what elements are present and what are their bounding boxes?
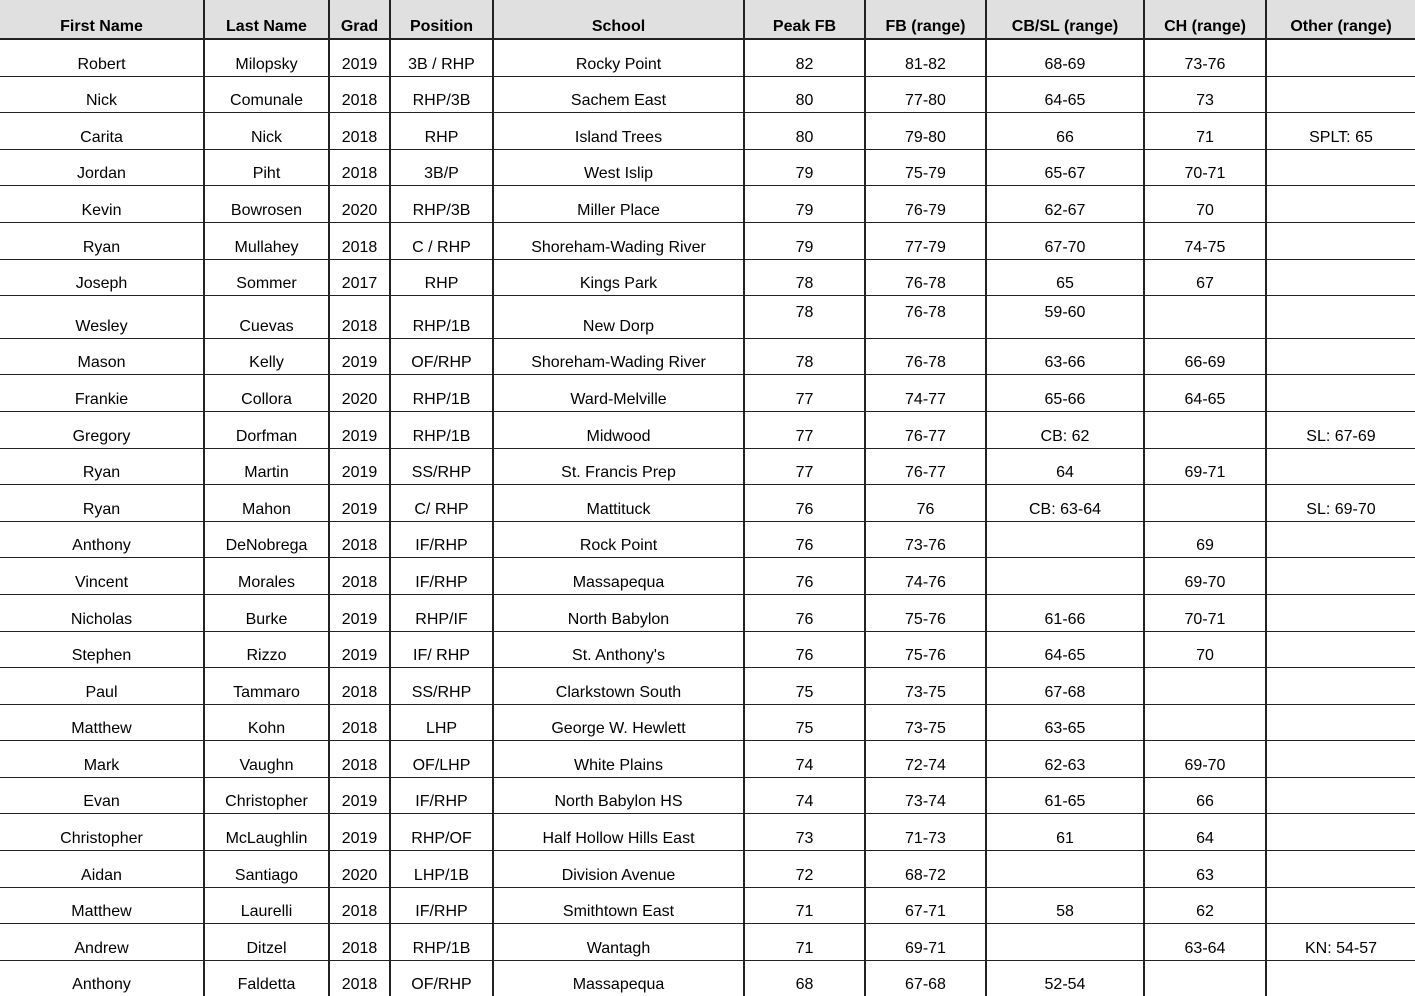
ch-range-cell[interactable]: 63 (1144, 851, 1266, 888)
ch-range-cell[interactable]: 70-71 (1144, 149, 1266, 186)
table-row (0, 668, 1415, 705)
other-range-cell[interactable] (1266, 375, 1415, 412)
fb-range-cell[interactable]: 74-77 (865, 375, 986, 412)
peak-fb-cell[interactable]: 76 (744, 485, 865, 522)
first-name-cell[interactable]: Ryan (0, 222, 204, 259)
other-range-cell[interactable] (1266, 338, 1415, 375)
last-name-cell[interactable]: Dorfman (204, 411, 329, 448)
grad-cell[interactable]: 2018 (329, 76, 390, 113)
fb-range-cell[interactable]: 68-72 (865, 851, 986, 888)
other-range-cell[interactable] (1266, 558, 1415, 595)
position-cell[interactable]: C / RHP (390, 222, 493, 259)
ch-range-cell[interactable]: 64-65 (1144, 375, 1266, 412)
school-cell[interactable]: Massapequa (493, 558, 744, 595)
table-row (0, 960, 1415, 996)
position-cell[interactable]: IF/RHP (390, 521, 493, 558)
last-name-cell[interactable]: Christopher (204, 777, 329, 814)
school-cell[interactable]: Island Trees (493, 113, 744, 150)
peak-fb-cell[interactable]: 79 (744, 186, 865, 223)
last-name-cell[interactable]: Faldetta (204, 960, 329, 996)
position-cell[interactable]: OF/RHP (390, 338, 493, 375)
first-name-cell[interactable]: Nick (0, 76, 204, 113)
cb-sl-range-cell[interactable]: 61 (986, 814, 1144, 851)
last-name-cell[interactable]: Cuevas (204, 296, 329, 339)
last-name-cell[interactable]: Laurelli (204, 887, 329, 924)
position-cell[interactable]: RHP/IF (390, 594, 493, 631)
table-row (0, 222, 1415, 259)
position-cell[interactable]: RHP/1B (390, 375, 493, 412)
table-row (0, 887, 1415, 924)
cb-sl-range-cell[interactable]: 67-70 (986, 222, 1144, 259)
last-name-cell[interactable]: Kelly (204, 338, 329, 375)
grad-cell[interactable]: 2019 (329, 448, 390, 485)
school-cell[interactable]: Kings Park (493, 259, 744, 296)
cb-sl-range-cell[interactable]: 66 (986, 113, 1144, 150)
ch-range-cell[interactable] (1144, 960, 1266, 996)
ch-range-cell[interactable]: 70 (1144, 631, 1266, 668)
first-name-cell[interactable]: Ryan (0, 485, 204, 522)
ch-range-cell[interactable] (1144, 411, 1266, 448)
peak-fb-cell[interactable]: 77 (744, 375, 865, 412)
other-range-cell[interactable]: SL: 67-69 (1266, 411, 1415, 448)
other-range-cell[interactable] (1266, 186, 1415, 223)
header-ch-range[interactable]: CH (range) (1144, 0, 1266, 39)
school-cell[interactable]: Massapequa (493, 960, 744, 996)
cb-sl-range-cell[interactable]: 67-68 (986, 668, 1144, 705)
other-range-cell[interactable] (1266, 668, 1415, 705)
school-cell[interactable]: Clarkstown South (493, 668, 744, 705)
ch-range-cell[interactable]: 69-70 (1144, 558, 1266, 595)
first-name-cell[interactable]: Frankie (0, 375, 204, 412)
position-cell[interactable]: IF/ RHP (390, 631, 493, 668)
last-name-cell[interactable]: Bowrosen (204, 186, 329, 223)
grad-cell[interactable]: 2019 (329, 814, 390, 851)
peak-fb-cell[interactable]: 68 (744, 960, 865, 996)
header-position[interactable]: Position (390, 0, 493, 39)
position-cell[interactable]: RHP/1B (390, 296, 493, 339)
grad-cell[interactable]: 2019 (329, 631, 390, 668)
position-cell[interactable]: OF/LHP (390, 741, 493, 778)
table-row (0, 631, 1415, 668)
ch-range-cell[interactable] (1144, 296, 1266, 339)
fb-range-cell[interactable]: 75-79 (865, 149, 986, 186)
school-cell[interactable]: Wantagh (493, 924, 744, 961)
first-name-cell[interactable]: Ryan (0, 448, 204, 485)
cb-sl-range-cell[interactable]: 63-66 (986, 338, 1144, 375)
peak-fb-cell[interactable]: 76 (744, 594, 865, 631)
first-name-cell[interactable]: Stephen (0, 631, 204, 668)
fb-range-cell[interactable]: 73-76 (865, 521, 986, 558)
grad-cell[interactable]: 2018 (329, 113, 390, 150)
other-range-cell[interactable] (1266, 149, 1415, 186)
ch-range-cell[interactable] (1144, 668, 1266, 705)
position-cell[interactable]: IF/RHP (390, 558, 493, 595)
fb-range-cell[interactable]: 71-73 (865, 814, 986, 851)
peak-fb-cell[interactable]: 71 (744, 887, 865, 924)
table-row (0, 76, 1415, 113)
table-row (0, 485, 1415, 522)
table-row (0, 113, 1415, 150)
school-cell[interactable]: Ward-Melville (493, 375, 744, 412)
grad-cell[interactable]: 2018 (329, 741, 390, 778)
first-name-cell[interactable]: Matthew (0, 887, 204, 924)
table-row (0, 296, 1415, 339)
table-body (0, 39, 1415, 996)
other-range-cell[interactable] (1266, 631, 1415, 668)
position-cell[interactable]: IF/RHP (390, 887, 493, 924)
position-cell[interactable]: RHP/1B (390, 924, 493, 961)
first-name-cell[interactable]: Mason (0, 338, 204, 375)
other-range-cell[interactable] (1266, 887, 1415, 924)
grad-cell[interactable]: 2019 (329, 777, 390, 814)
school-cell[interactable]: Shoreham-Wading River (493, 222, 744, 259)
header-fb-range[interactable]: FB (range) (865, 0, 986, 39)
cb-sl-range-cell[interactable]: 62-63 (986, 741, 1144, 778)
ch-range-cell[interactable] (1144, 704, 1266, 741)
school-cell[interactable]: White Plains (493, 741, 744, 778)
fb-range-cell[interactable]: 76-77 (865, 448, 986, 485)
school-cell[interactable]: St. Anthony's (493, 631, 744, 668)
fb-range-cell[interactable]: 77-79 (865, 222, 986, 259)
peak-fb-cell[interactable]: 78 (744, 296, 865, 339)
other-range-cell[interactable] (1266, 814, 1415, 851)
other-range-cell[interactable] (1266, 704, 1415, 741)
peak-fb-cell[interactable]: 76 (744, 521, 865, 558)
last-name-cell[interactable]: Collora (204, 375, 329, 412)
ch-range-cell[interactable]: 73 (1144, 76, 1266, 113)
fb-range-cell[interactable]: 73-75 (865, 668, 986, 705)
grad-cell[interactable]: 2020 (329, 375, 390, 412)
fb-range-cell[interactable]: 73-74 (865, 777, 986, 814)
fb-range-cell[interactable]: 76-79 (865, 186, 986, 223)
table-row (0, 558, 1415, 595)
grad-cell[interactable]: 2018 (329, 924, 390, 961)
cb-sl-range-cell[interactable]: 52-54 (986, 960, 1144, 996)
cb-sl-range-cell[interactable] (986, 558, 1144, 595)
ch-range-cell[interactable]: 67 (1144, 259, 1266, 296)
last-name-cell[interactable]: Comunale (204, 76, 329, 113)
first-name-cell[interactable]: Wesley (0, 296, 204, 339)
ch-range-cell[interactable]: 71 (1144, 113, 1266, 150)
school-cell[interactable]: West Islip (493, 149, 744, 186)
other-range-cell[interactable]: SPLT: 65 (1266, 113, 1415, 150)
cb-sl-range-cell[interactable]: 65 (986, 259, 1144, 296)
table-row (0, 411, 1415, 448)
school-cell[interactable]: North Babylon (493, 594, 744, 631)
last-name-cell[interactable]: Morales (204, 558, 329, 595)
position-cell[interactable]: LHP/1B (390, 851, 493, 888)
table-row (0, 149, 1415, 186)
last-name-cell[interactable]: Tammaro (204, 668, 329, 705)
other-range-cell[interactable]: KN: 54-57 (1266, 924, 1415, 961)
last-name-cell[interactable]: Piht (204, 149, 329, 186)
fb-range-cell[interactable]: 76 (865, 485, 986, 522)
table-row (0, 594, 1415, 631)
peak-fb-cell[interactable]: 79 (744, 149, 865, 186)
ch-range-cell[interactable]: 70 (1144, 186, 1266, 223)
table-row (0, 777, 1415, 814)
last-name-cell[interactable]: Ditzel (204, 924, 329, 961)
cb-sl-range-cell[interactable]: 64 (986, 448, 1144, 485)
header-first-name[interactable]: First Name (0, 0, 204, 39)
grad-cell[interactable]: 2019 (329, 485, 390, 522)
other-range-cell[interactable] (1266, 741, 1415, 778)
fb-range-cell[interactable]: 75-76 (865, 594, 986, 631)
position-cell[interactable]: SS/RHP (390, 668, 493, 705)
peak-fb-cell[interactable]: 82 (744, 39, 865, 76)
peak-fb-cell[interactable]: 74 (744, 741, 865, 778)
other-range-cell[interactable]: SL: 69-70 (1266, 485, 1415, 522)
other-range-cell[interactable] (1266, 259, 1415, 296)
fb-range-cell[interactable]: 76-78 (865, 259, 986, 296)
grad-cell[interactable]: 2018 (329, 222, 390, 259)
cb-sl-range-cell[interactable]: CB: 62 (986, 411, 1144, 448)
fb-range-cell[interactable]: 81-82 (865, 39, 986, 76)
first-name-cell[interactable]: Anthony (72, 976, 131, 994)
grad-cell[interactable]: 2018 (329, 960, 390, 996)
first-name-cell[interactable]: Jordan (0, 149, 204, 186)
fb-range-cell[interactable]: 67-68 (865, 960, 986, 996)
last-name-cell[interactable]: Kohn (204, 704, 329, 741)
position-cell[interactable]: RHP (390, 259, 493, 296)
first-name-cell[interactable]: Vincent (0, 558, 204, 595)
cb-sl-range-cell[interactable]: 65-67 (986, 149, 1144, 186)
ch-range-cell[interactable]: 66 (1144, 777, 1266, 814)
grad-cell[interactable]: 2019 (329, 594, 390, 631)
school-cell[interactable]: St. Francis Prep (493, 448, 744, 485)
ch-range-cell[interactable]: 62 (1144, 887, 1266, 924)
first-name-cell[interactable]: Gregory (0, 411, 204, 448)
peak-fb-cell[interactable]: 74 (744, 777, 865, 814)
ch-range-cell[interactable]: 69-70 (1144, 741, 1266, 778)
school-cell[interactable]: George W. Hewlett (493, 704, 744, 741)
peak-fb-cell[interactable]: 78 (744, 338, 865, 375)
peak-fb-cell[interactable]: 79 (744, 222, 865, 259)
position-cell[interactable]: 3B/P (390, 149, 493, 186)
first-name-cell[interactable]: Evan (0, 777, 204, 814)
first-name-cell[interactable]: Christopher (0, 814, 204, 851)
table-row (0, 704, 1415, 741)
grad-cell[interactable]: 2018 (329, 558, 390, 595)
school-cell[interactable]: Smithtown East (493, 887, 744, 924)
table-row (0, 39, 1415, 76)
first-name-cell[interactable]: Joseph (0, 259, 204, 296)
peak-fb-cell[interactable]: 76 (744, 558, 865, 595)
first-name-cell[interactable]: Carita (0, 113, 204, 150)
ch-range-cell[interactable]: 69 (1144, 521, 1266, 558)
cb-sl-range-cell[interactable]: 62-67 (986, 186, 1144, 223)
cb-sl-range-cell[interactable]: 61-65 (986, 777, 1144, 814)
other-range-cell[interactable] (1266, 39, 1415, 76)
peak-fb-cell[interactable]: 73 (744, 814, 865, 851)
grad-cell[interactable]: 2020 (329, 851, 390, 888)
last-name-cell[interactable]: DeNobrega (204, 521, 329, 558)
grad-cell[interactable]: 2018 (329, 521, 390, 558)
first-name-cell[interactable]: Nicholas (0, 594, 204, 631)
grad-cell[interactable]: 2019 (329, 411, 390, 448)
other-range-cell[interactable] (1266, 76, 1415, 113)
cb-sl-range-cell[interactable]: 58 (986, 887, 1144, 924)
position-cell[interactable]: 3B / RHP (390, 39, 493, 76)
peak-fb-cell[interactable]: 75 (744, 704, 865, 741)
peak-fb-cell[interactable]: 77 (744, 448, 865, 485)
table-row (0, 338, 1415, 375)
position-cell[interactable]: RHP/OF (390, 814, 493, 851)
other-range-cell[interactable] (1266, 851, 1415, 888)
other-range-cell[interactable] (1266, 960, 1415, 996)
peak-fb-cell[interactable]: 80 (744, 113, 865, 150)
last-name-cell[interactable]: Nick (204, 113, 329, 150)
school-cell[interactable]: Midwood (493, 411, 744, 448)
last-name-cell[interactable]: Sommer (204, 259, 329, 296)
cb-sl-range-cell[interactable] (986, 521, 1144, 558)
table-row (0, 924, 1415, 961)
first-name-cell[interactable]: Paul (0, 668, 204, 705)
fb-range-cell[interactable]: 79-80 (865, 113, 986, 150)
position-cell[interactable]: RHP (390, 113, 493, 150)
cb-sl-range-cell[interactable]: 63-65 (986, 704, 1144, 741)
cb-sl-range-cell[interactable]: 64-65 (986, 76, 1144, 113)
position-cell[interactable]: LHP (390, 704, 493, 741)
peak-fb-cell[interactable]: 80 (744, 76, 865, 113)
header-peak-fb[interactable]: Peak FB (744, 0, 865, 39)
ch-range-cell[interactable] (1144, 485, 1266, 522)
last-name-cell[interactable]: Martin (204, 448, 329, 485)
fb-range-cell[interactable]: 74-76 (865, 558, 986, 595)
cb-sl-range-cell[interactable] (986, 851, 1144, 888)
peak-fb-cell[interactable]: 75 (744, 668, 865, 705)
position-cell[interactable]: OF/RHP (390, 960, 493, 996)
grad-cell[interactable]: 2018 (329, 887, 390, 924)
school-cell[interactable]: Sachem East (493, 76, 744, 113)
position-cell[interactable]: RHP/3B (390, 186, 493, 223)
ch-range-cell[interactable]: 63-64 (1144, 924, 1266, 961)
cb-sl-range-cell[interactable]: 68-69 (986, 39, 1144, 76)
cb-sl-range-cell[interactable]: 65-66 (986, 375, 1144, 412)
header-last-name[interactable]: Last Name (204, 0, 329, 39)
grad-cell[interactable]: 2018 (329, 296, 390, 339)
table-row (0, 375, 1415, 412)
last-name-cell[interactable]: Rizzo (204, 631, 329, 668)
first-name-cell[interactable]: Robert (0, 39, 204, 76)
first-name-cell[interactable]: Aidan (0, 851, 204, 888)
grad-cell[interactable]: 2018 (329, 668, 390, 705)
header-cb-sl-range[interactable]: CB/SL (range) (986, 0, 1144, 39)
position-cell[interactable]: SS/RHP (390, 448, 493, 485)
header-row (0, 0, 1415, 39)
cb-sl-range-cell[interactable]: 59-60 (986, 296, 1144, 339)
last-name-cell[interactable]: McLaughlin (204, 814, 329, 851)
school-cell[interactable]: Rock Point (493, 521, 744, 558)
fb-range-cell[interactable]: 76-78 (865, 338, 986, 375)
table-row (0, 521, 1415, 558)
other-range-cell[interactable] (1266, 521, 1415, 558)
school-cell[interactable]: New Dorp (493, 296, 744, 339)
fb-range-cell[interactable]: 76-77 (865, 411, 986, 448)
ch-range-cell[interactable]: 70-71 (1144, 594, 1266, 631)
table-row (0, 741, 1415, 778)
position-cell[interactable]: RHP/3B (390, 76, 493, 113)
first-name-cell[interactable]: Andrew (0, 924, 204, 961)
grad-cell[interactable]: 2019 (329, 338, 390, 375)
table-row (0, 186, 1415, 223)
other-range-cell[interactable] (1266, 777, 1415, 814)
grad-cell[interactable]: 2018 (329, 149, 390, 186)
ch-range-cell[interactable]: 64 (1144, 814, 1266, 851)
grad-cell[interactable]: 2020 (329, 186, 390, 223)
fb-range-cell[interactable]: 69-71 (865, 924, 986, 961)
school-cell[interactable]: Miller Place (493, 186, 744, 223)
cb-sl-range-cell[interactable]: 61-66 (986, 594, 1144, 631)
fb-range-cell[interactable]: 72-74 (865, 741, 986, 778)
cb-sl-range-cell[interactable]: 64-65 (986, 631, 1144, 668)
peak-fb-cell[interactable]: 77 (744, 411, 865, 448)
cb-sl-range-cell[interactable]: CB: 63-64 (986, 485, 1144, 522)
fb-range-cell[interactable]: 76-78 (865, 296, 986, 339)
peak-fb-cell[interactable]: 72 (744, 851, 865, 888)
table-row (0, 851, 1415, 888)
other-range-cell[interactable] (1266, 222, 1415, 259)
other-range-cell[interactable] (1266, 448, 1415, 485)
fb-range-cell[interactable]: 77-80 (865, 76, 986, 113)
school-cell[interactable]: North Babylon HS (493, 777, 744, 814)
position-cell[interactable]: IF/RHP (390, 777, 493, 814)
last-name-cell[interactable]: Vaughn (204, 741, 329, 778)
last-name-cell[interactable]: Santiago (204, 851, 329, 888)
other-range-cell[interactable] (1266, 296, 1415, 339)
header-other-range[interactable]: Other (range) (1266, 0, 1415, 39)
last-name-cell[interactable]: Mullahey (204, 222, 329, 259)
peak-fb-cell[interactable]: 71 (744, 924, 865, 961)
school-cell[interactable]: Half Hollow Hills East (493, 814, 744, 851)
fb-range-cell[interactable]: 75-76 (865, 631, 986, 668)
school-cell[interactable]: Shoreham-Wading River (493, 338, 744, 375)
first-name-cell[interactable]: Anthony (0, 521, 204, 558)
position-cell[interactable]: C/ RHP (390, 485, 493, 522)
ch-range-cell[interactable]: 73-76 (1144, 39, 1266, 76)
last-name-cell[interactable]: Milopsky (204, 39, 329, 76)
header-school[interactable]: School (493, 0, 744, 39)
other-range-cell[interactable] (1266, 594, 1415, 631)
cb-sl-range-cell[interactable] (986, 924, 1144, 961)
peak-fb-cell[interactable]: 76 (744, 631, 865, 668)
first-name-cell[interactable]: Kevin (0, 186, 204, 223)
table-row (0, 814, 1415, 851)
school-cell[interactable]: Rocky Point (493, 39, 744, 76)
peak-fb-cell[interactable]: 78 (744, 259, 865, 296)
ch-range-cell[interactable]: 74-75 (1144, 222, 1266, 259)
fb-range-cell[interactable]: 67-71 (865, 887, 986, 924)
last-name-cell[interactable]: Mahon (204, 485, 329, 522)
first-name-cell[interactable]: Matthew (0, 704, 204, 741)
first-name-cell[interactable]: Mark (0, 741, 204, 778)
last-name-cell[interactable]: Burke (204, 594, 329, 631)
grad-cell[interactable]: 2017 (329, 259, 390, 296)
fb-range-cell[interactable]: 73-75 (865, 704, 986, 741)
table-row (0, 448, 1415, 485)
position-cell[interactable]: RHP/1B (390, 411, 493, 448)
ch-range-cell[interactable]: 69-71 (1144, 448, 1266, 485)
header-grad[interactable]: Grad (329, 0, 390, 39)
grad-cell[interactable]: 2018 (329, 704, 390, 741)
table-row (0, 259, 1415, 296)
ch-range-cell[interactable]: 66-69 (1144, 338, 1266, 375)
school-cell[interactable]: Division Avenue (493, 851, 744, 888)
grad-cell[interactable]: 2019 (329, 39, 390, 76)
school-cell[interactable]: Mattituck (493, 485, 744, 522)
